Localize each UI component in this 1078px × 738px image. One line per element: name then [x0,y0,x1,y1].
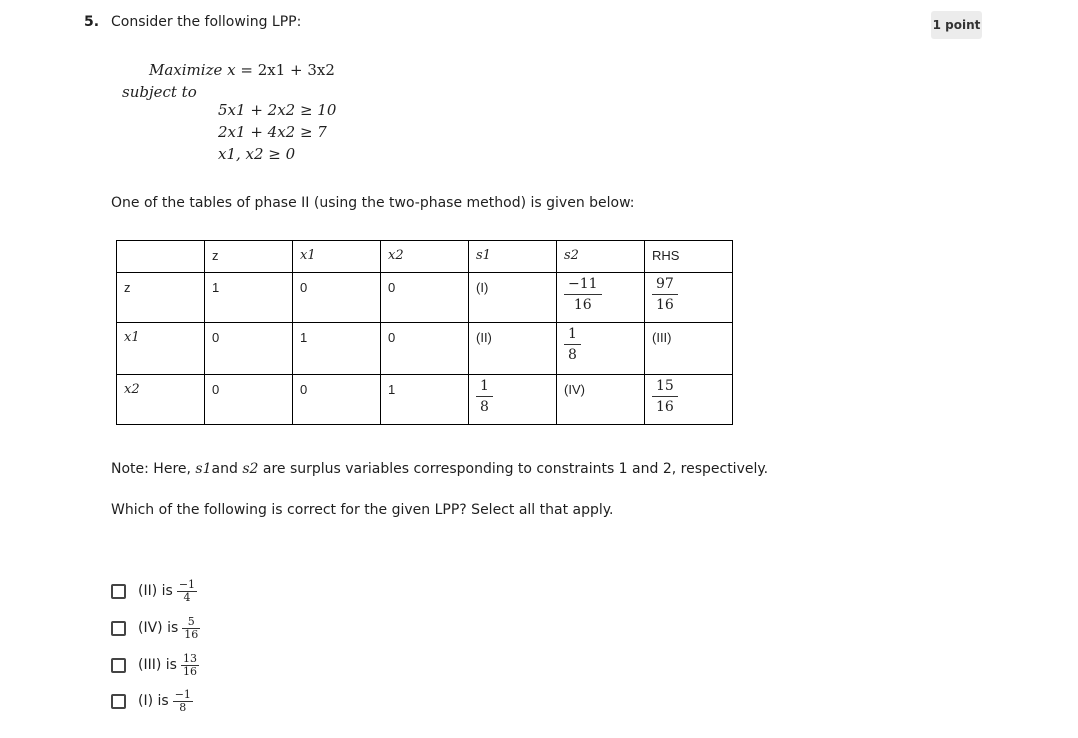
table-cell [645,375,733,425]
table-row [117,273,733,323]
fraction: $\frac{-11}{16}$ [564,276,602,313]
objective-expr: = 2x1 + 3x2 [240,61,335,79]
simplex-tableau [116,240,733,425]
constraint-nonneg: x1, x2 ≥ 0 [218,145,296,163]
option-fraction: $\frac{-1}{8}$ [174,687,191,714]
table-cell [645,273,733,323]
table-header-cell: RHS [645,241,733,273]
table-row-label: z [117,273,205,323]
table-cell: (III) [645,323,733,375]
table-row-label: x2 [117,375,205,425]
option-fraction: $\frac{5}{16}$ [184,614,199,641]
table-cell: 1 [205,273,293,323]
note-suffix: are surplus variables corresponding to constraints 1 and 2, respectively. [262,461,769,477]
question-number: 5. [84,14,100,30]
fraction: $\frac{15}{16}$ [652,378,678,415]
table-header-cell: s1 [469,241,557,273]
fraction: $\frac{1}{8}$ [476,378,493,415]
option-fraction: $\frac{13}{16}$ [182,651,197,678]
fraction: $\frac{97}{16}$ [652,276,678,313]
option-ii[interactable] [111,578,197,604]
objective-line [149,61,335,79]
table-cell: 0 [381,273,469,323]
fraction: $\frac{1}{8}$ [564,326,581,363]
table-cell: (I) [469,273,557,323]
table-header-cell: z [205,241,293,273]
table-header-cell [117,241,205,273]
option-label: (II) is [138,583,173,599]
points-badge: 1 point [931,11,982,39]
option-label: (IV) is [138,620,179,636]
table-header-cell: s2 [557,241,645,273]
table-cell: 0 [381,323,469,375]
checkbox[interactable] [111,621,126,636]
option-iii[interactable] [111,652,199,678]
constraint-1: 5x1 + 2x2 ≥ 10 [218,101,337,119]
question-prompt: Which of the following is correct for the given LPP? Select all that apply. [111,502,614,518]
table-cell: (II) [469,323,557,375]
table-cell [557,273,645,323]
option-label: (I) is [138,693,169,709]
option-fraction: $\frac{-1}{4}$ [178,577,196,604]
option-i[interactable] [111,688,193,714]
option-label: (III) is [138,657,177,673]
note-prefix: Note: Here, [111,461,191,477]
subject-to-label: subject to [122,83,197,101]
table-cell: 0 [205,323,293,375]
note-var-s2: s2 [242,461,259,477]
note-text [111,461,768,477]
constraint-2: 2x1 + 4x2 ≥ 7 [218,123,327,141]
table-header-cell: x2 [381,241,469,273]
table-cell: 1 [381,375,469,425]
objective-var: x [227,61,236,79]
table-cell: 1 [293,323,381,375]
table-cell [557,323,645,375]
intro-text: One of the tables of phase II (using the two-phase method) is given below: [111,195,635,211]
option-iv[interactable] [111,615,200,641]
note-var-s1: s1 [195,461,212,477]
table-cell: 0 [293,375,381,425]
table-cell: (IV) [557,375,645,425]
table-row-label: x1 [117,323,205,375]
checkbox[interactable] [111,694,126,709]
table-cell: 0 [293,273,381,323]
table-cell: 0 [205,375,293,425]
table-header-row [117,241,733,273]
table-row [117,323,733,375]
question-title: Consider the following LPP: [111,14,302,30]
table-row [117,375,733,425]
note-and: and [211,461,238,477]
objective-label: Maximize [149,61,223,79]
table-cell [469,375,557,425]
checkbox[interactable] [111,658,126,673]
checkbox[interactable] [111,584,126,599]
table-header-cell: x1 [293,241,381,273]
